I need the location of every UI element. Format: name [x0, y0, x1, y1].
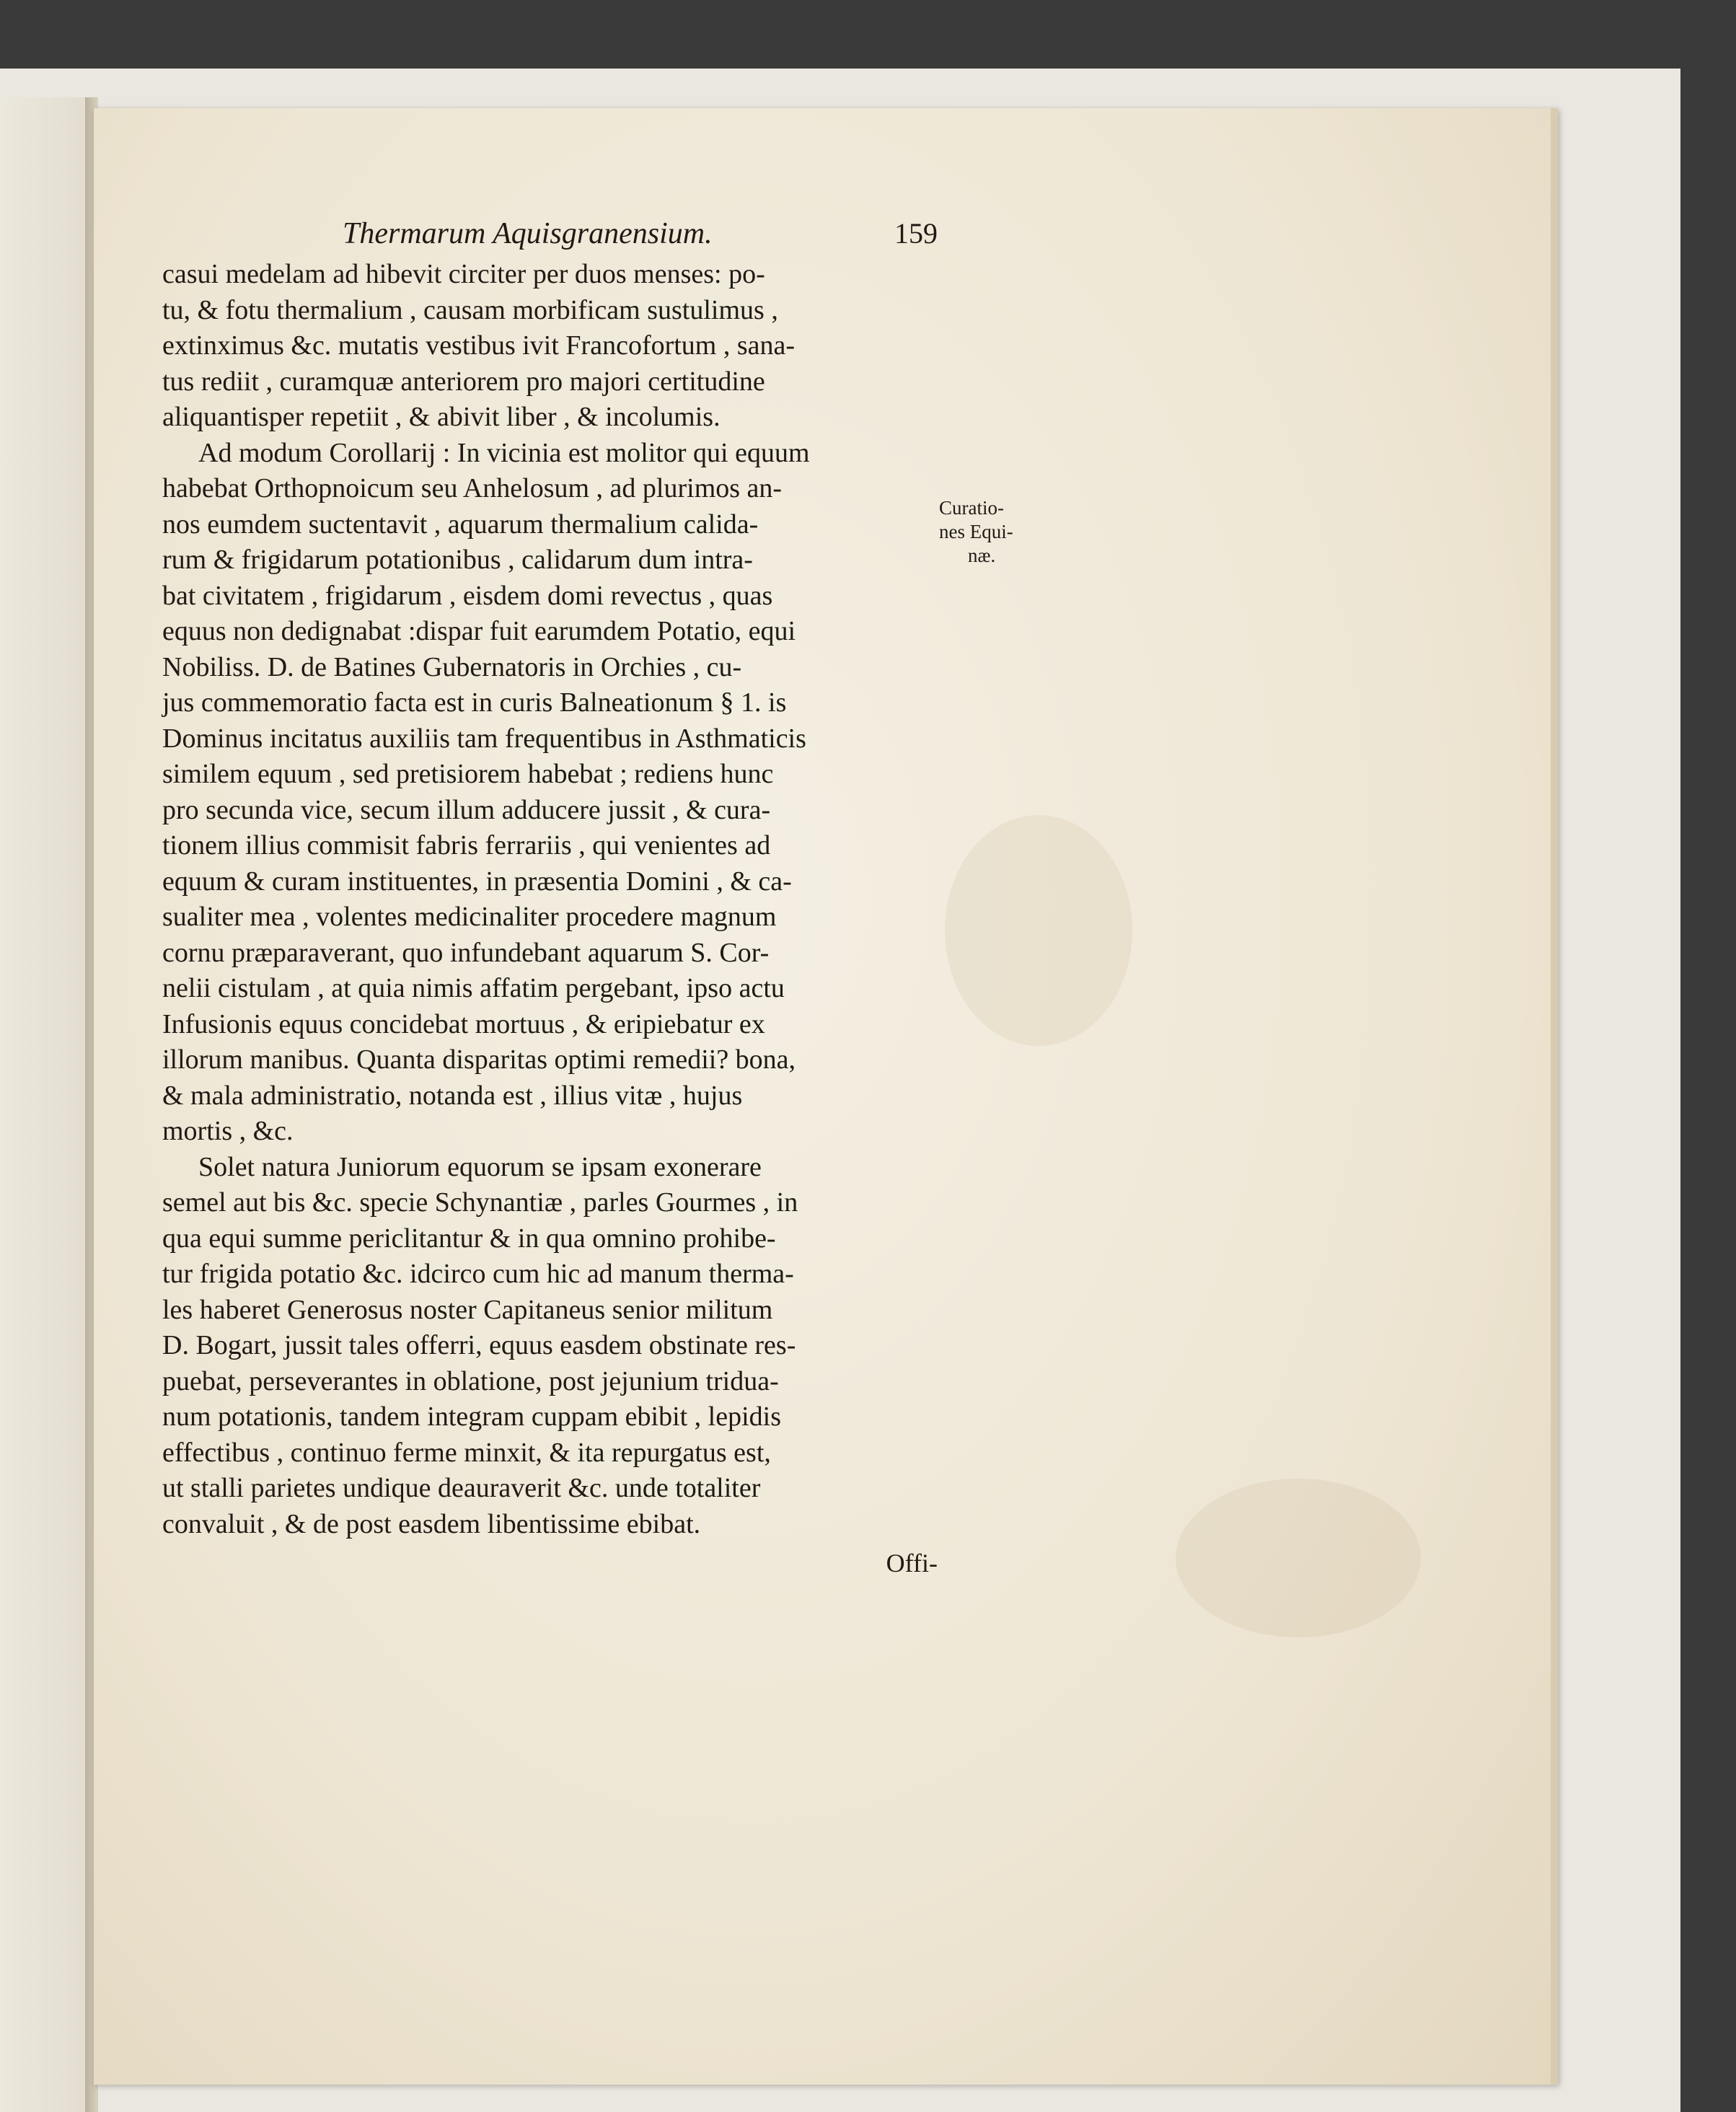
- text-line: sualiter mea , volentes medicinaliter procedere magnum: [162, 902, 777, 932]
- text-line: pro secunda vice, secum illum adducere jussit , & cura-: [162, 794, 771, 825]
- text-line: nelii cistulam , at quia nimis affatim pergebant, ipso actu: [162, 973, 785, 1003]
- text-line: effectibus , continuo ferme minxit, & ita repurgatus est,: [162, 1437, 771, 1468]
- text-line: jus commemoratio facta est in curis Balneationum § 1. is: [162, 687, 787, 718]
- text-line: convaluit , & de post easdem libentissime ebibat.: [162, 1508, 701, 1539]
- paper-stain: [945, 815, 1132, 1046]
- text-line: Dominus incitatus auxiliis tam frequentibus in Asthmaticis: [162, 723, 806, 754]
- text-line: casui medelam ad hibevit circiter per duos menses: po-: [162, 259, 765, 289]
- text-line: Infusionis equus concidebat mortuus , & eripiebatur ex: [162, 1008, 765, 1039]
- text-line: rum & frigidarum potationibus , calidarum dum intra-: [162, 545, 753, 575]
- text-block: [162, 216, 938, 1578]
- text-line: mortis , &c.: [162, 1116, 294, 1146]
- marginal-note-line: nes Equi-: [939, 521, 1013, 542]
- marginal-note: [939, 496, 1013, 568]
- body-text: [162, 257, 938, 1542]
- text-line: qua equi summe periclitantur & in qua omnino prohibe-: [162, 1223, 776, 1254]
- text-line: tionem illius commisit fabris ferrariis , qui venientes ad: [162, 830, 771, 861]
- marginal-note-line: Curatio-: [939, 497, 1004, 519]
- text-line: cornu præparaverant, quo infundebant aquarum S. Cor-: [162, 937, 770, 968]
- running-head: [162, 216, 938, 257]
- text-line: Ad modum Corollarij : In vicinia est molitor qui equum: [198, 437, 810, 468]
- text-line: Nobiliss. D. de Batines Gubernatoris in Orchies , cu-: [162, 651, 742, 682]
- text-line: ut stalli parietes undique deauraverit &c. unde totaliter: [162, 1473, 761, 1503]
- left-page-edge: [0, 97, 90, 2112]
- text-line: aliquantisper repetiit , & abivit liber , & incolumis.: [162, 402, 721, 432]
- paper-stain: [1176, 1479, 1421, 1637]
- text-line: habebat Orthopnoicum seu Anhelosum , ad plurimos an-: [162, 473, 783, 503]
- running-head-title: Thermarum Aquisgranensium.: [343, 217, 713, 250]
- text-line: tur frigida potatio &c. idcirco cum hic ad manum therma-: [162, 1259, 794, 1289]
- text-line: extinximus &c. mutatis vestibus ivit Francofortum , sana-: [162, 330, 796, 361]
- text-line: Solet natura Juniorum equorum se ipsam exonerare: [198, 1151, 762, 1182]
- text-line: nos eumdem suctentavit , aquarum thermalium calida-: [162, 509, 759, 540]
- text-line: les haberet Generosus noster Capitaneus senior militum: [162, 1294, 773, 1325]
- marginal-note-line: næ.: [968, 545, 996, 566]
- text-line: illorum manibus. Quanta disparitas optimi remedii? bona,: [162, 1044, 796, 1075]
- text-line: similem equum , sed pretisiorem habebat ; rediens hunc: [162, 759, 774, 789]
- text-line: D. Bogart, jussit tales offerri, equus easdem obstinate res-: [162, 1330, 796, 1360]
- text-line: & mala administratio, notanda est , illius vitæ , hujus: [162, 1080, 743, 1111]
- text-line: tus rediit , curamquæ anteriorem pro majori certitudine: [162, 366, 765, 397]
- text-line: semel aut bis &c. specie Schynantiæ , parles Gourmes , in: [162, 1187, 798, 1218]
- text-line: num potationis, tandem integram cuppam ebibit , lepidis: [162, 1402, 782, 1432]
- text-line: bat civitatem , frigidarum , eisdem domi revectus , quas: [162, 580, 773, 611]
- text-line: equus non dedignabat :dispar fuit earumdem Potatio, equi: [162, 616, 796, 646]
- page-number: 159: [894, 217, 938, 250]
- text-line: tu, & fotu thermalium , causam morbificam sustulimus ,: [162, 294, 778, 325]
- catchword: Offi-: [886, 1549, 938, 1578]
- text-line: puebat, perseverantes in oblatione, post jejunium tridua-: [162, 1365, 779, 1396]
- text-line: equum & curam instituentes, in præsentia Domini , & ca-: [162, 866, 792, 897]
